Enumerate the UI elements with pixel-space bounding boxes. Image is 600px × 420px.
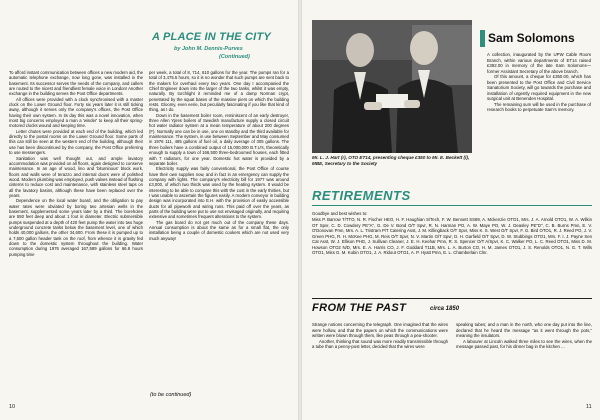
paragraph: Another, thinking that sound was more readily transmissible through a tube than a penny-post letter, decided that the wires were (312, 338, 448, 349)
retirements-intro: Goodbye and best wishes to: (312, 211, 368, 216)
presentation-photo (312, 20, 472, 153)
paragraph: The gas board do not get much out of the company these days. Annual consumption is about the same as for a small flat, the only installation being a couple of domestic cookers which are not used very much anyway! (149, 219, 289, 241)
article-title: A PLACE IN THE CITY (152, 31, 271, 43)
retirements-list: Miss P. Barrow T/TTO, N. R. Fischer HEO, H. F. Haughian S/Tech, F. W. Bennett SS89, A. Mckenzie OTO1, Mrs. J. A. Arnold OTO1, W. A. Wilkin OT Spvr, C. D. Cowdery PE"A", G. De V. Bond O/T Spvr, R. N. Harman PO, A. W. Maye PO, W. J. Deasley PE"D", C. B. Burns Pmn, E. V. O'Donovan Pmn, Mrs. A. L. Tristram P/T Catering Asst, J. M. Killingback O/T Spvr, Miss K. S. West O/T Spvr, F. G. Bird OTO1, R. J. Reed PO, J. V. Green PHG, R. H. McKee PHG, M. Reis O/T Spvr, N. V. Martin O/T Spvr, D. H. Garfield O/T Spvr, D. W. Stubbings OTO1, Mrs. F. I. J. Payne Sen Cat Asst, W. J. Ellison PHG, J. Sullivan Cleaner, J. E. H. Keehar Pmn, R. S. Spencer O/T A/Spvr, K. C. Walker PO, L. C. Reed OTO1, Miss D. M. Howson OTO2 N/D, Mrs. E. A. Harris CO, J. F. Goddard T11B, Mrs. L. A. Burton CO, H. M. James OTO1, J. S. Renolds OTO1, N. G. T. Wills OTO1, Miss G. M. Kubin OTO1, J. A. Ridout OTO1, A. P. Hyatt Pmn, E. L. Chamberlain Clnr. (312, 217, 592, 255)
retirements-title: RETIREMENTS (312, 188, 411, 203)
sam-solomons-title: Sam Solomons (488, 31, 575, 45)
photo-image (312, 20, 472, 153)
from-the-past-column-1 (312, 322, 448, 350)
from-the-past-rule (312, 298, 592, 299)
continued-label: (Continued) (219, 54, 250, 60)
heading-accent-bar (480, 30, 485, 47)
article-byline: by John M. Dennis-Purves (174, 46, 243, 52)
page-number: 10 (9, 404, 16, 410)
to-be-continued: (to be continued) (150, 392, 192, 398)
paragraph: per week, a total of 8, 714, 610 gallons for the year. The pumps ran for a total of 3,475.5 hours, so it is no wonder that such pumps are sent back to the makers for overhaul every two years. One day I accompanied the Chief Engineer down into the larger of the two tanks, whilst it was empty, naturally. By torchlight it reminded me of a damp Norman crypt, penetrated by the squat bases of the massive piers on which the building rests. Gloomy, even eerie, but peculiarly fascinating if you like that kind of thing, as I do. (149, 70, 289, 113)
paragraph: Letter chutes were provided at each end of the building, which led directly to the postal rooms on the Lower Ground floor. Some parts of this can still be seen at the western end of the building, although their use has been discontinued by the company, the Post Office preferring to use messengers. (9, 128, 143, 156)
paragraph: Strange notions concerning the telegraph. One imagined that the wires were hollow, and that the papers on which the communications were written were blown through them, like peas through a pea-shooter. (312, 322, 448, 338)
paragraph: A collection, inaugurated by the UPW Cable Room Branch, within various departments of ET14 raised £392.00 in memory of the late Sam Solomons—former Assistant Secretary of the above branch. (487, 52, 591, 74)
paragraph: Dependence on the local water board, and the obligation to pay water rates were obviated by boring two artesian wells in the basement, supplemented some years later by a third. The boreholes are 550 feet deep and about 1 foot in diameter. Electric submersible pumps suspended at a depth of 420 feet pump the water into two huge underground concrete tanks below the basement level, one of which holds 40,000 gallons, the other 34,600. From these it is pumped up to a 7,500 gallon header tank on the roof, from whence it is gravity fed down to the domestic system throughout the building. Water consumption during 1976 averaged 167,589 gallons for 66.8 hours pumping time (9, 198, 143, 257)
paragraph: Electricity supply was fairly conventional, the Post Office of course have their own supplies now, and in fact in an emergency can supply the company with lights. The company's electricity bill for 1977 was around £3,000, of which two thirds was used by the heating system. It would be interesting to be able to compare this with the cost in the early thirties, but I was unable to ascertain the figures easily. A modern conveyor in building design was incorporated into E.H. with the provision of easily accessible ducts for all pipework and wiring runs. This paid off over the years, as parts of the building were put to use not envisaged originally, and requiring extensive and sometimes frequent alterations to the system. (149, 166, 289, 220)
paragraph: Sanitation was well thought out, and ample lavatory accommodation was provided on all floors, again designed to conserve maintenance. In an age of wood, lino and 'bituminous' block work, floors and walls were of terazzo and internal doors were of polished wood. Modern plumbing was employed, push valves instead of flushing cisterns to reduce cost and maintenance, with stainless steel taps on all the lavatory basins, although these have been replaced over the years. (9, 155, 143, 198)
paragraph: Of this amount, a cheque for £350.00, which has been presented to the Post Office and Civil Service Sanatorium Society, will go towards the purchase and installation of urgently required equipment in the new surgical unit at Benenden Hospital. (487, 74, 591, 101)
from-the-past-date: circa 1850 (430, 306, 460, 312)
paragraph: To afford instant communication between offices a new modern aid, the automatic telephone exchange, now long gone, was installed in the basement. Its successor serves the needs of the company, and callers are routed to the nicest and friendliest female voice in London! Another exchange in the building serves the Post Office departments. (9, 70, 143, 97)
right-page (302, 0, 600, 420)
paragraph: A labourer at Lincoln walked three miles to see the wires, when the message passed past, for his dinner bag in the kitchen ... (456, 338, 592, 349)
paragraph: Down in the basement boiler room, reminiscent of an early destroyer, three Allen Ypres boilers of Swedish manufacture supply a closed circuit hot water radiator system at a mean temperature of about 200 degrees (F). Normally one can be in use, one on standby and the third available for maintenance. The system, in use between September and May consumed in 1976 111, 485 gallons of fuel oil, a daily average of 305 gallons. The three boilers have a combined output of 15,000,000 B.T.U's, theoretically enough to supply a town of 166,500 three-bedroomed houses, each fitted with 7 radiators, for one year. Domestic hot water is provided by a separate boiler. (149, 112, 289, 166)
sam-solomons-text (487, 52, 591, 113)
paragraph: The remaining sum will be used in the purchase of research books to perpetuate Sam's memory. (487, 101, 591, 112)
paragraph: speaking tubes; and a man in the north, who one day put into the line, declared that he heard the message "as it went through the pots," meaning the insulators. (456, 322, 592, 338)
left-page (0, 0, 298, 420)
from-the-past-title: FROM THE PAST (312, 302, 407, 314)
paragraph: All offices were provided with a clock synchronised with a master clock on the Lower Ground floor. Forty six years later it is still ticking away, although it serves only the company's offices, the Post Office having their own system. In its day this was a novel innovation, when most big concerns employed a man a 'winder' to keep all their spring-motored clocks wound and keeping time. (9, 96, 143, 129)
retirements-rule (312, 205, 592, 206)
article-column-1 (9, 70, 143, 257)
page-number: 11 (586, 404, 592, 410)
from-the-past-column-2 (456, 322, 592, 350)
photo-caption: Mr. L. J. Hart (r), OTO ET14, presenting cheque £350 to Mr. E. Beckett (l), MBE, Secretary to the Society (312, 155, 470, 166)
article-column-2 (149, 70, 289, 241)
